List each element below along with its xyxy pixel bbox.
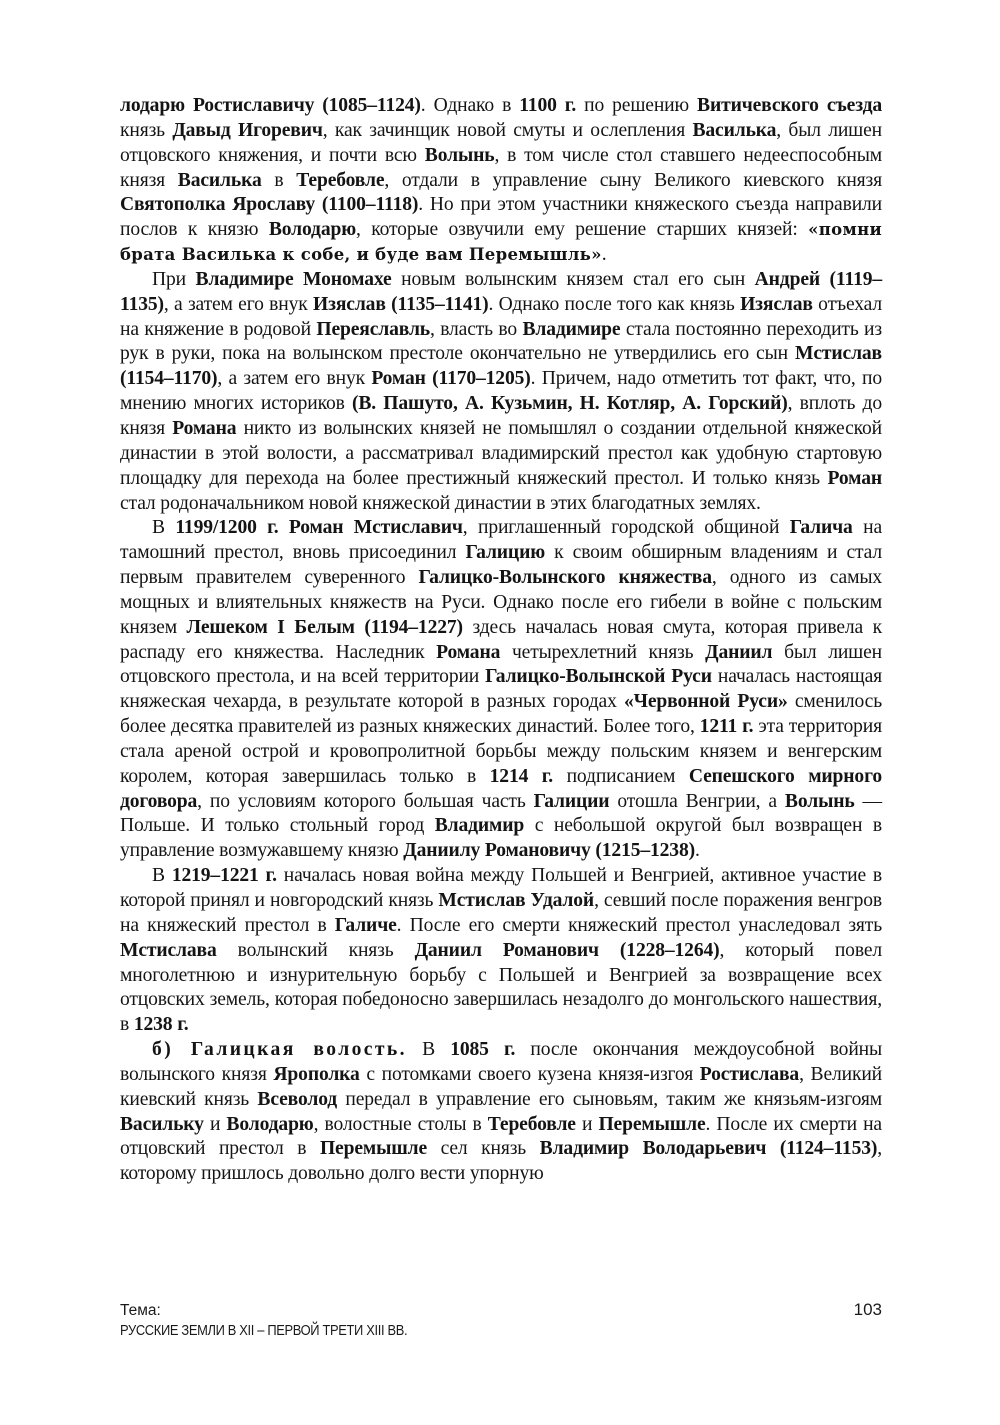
text-run: , волостные столы в: [313, 1113, 488, 1135]
paragraph-4: [120, 864, 882, 1038]
bold-term: 1238 г.: [133, 1014, 189, 1036]
bold-term: Володарю: [226, 1113, 314, 1135]
page-number: 103: [853, 1300, 882, 1319]
bold-term: Володарю: [268, 219, 357, 241]
text-run: , севший после поражения венгров на княжеский престол в: [120, 890, 883, 936]
text-run: , вплоть до князя: [120, 393, 882, 439]
text-run: , был лишен отцовского княжения, и почти всю: [120, 119, 882, 166]
text-run: с небольшой округой был возвращен в управление возмужавшему князю: [120, 815, 882, 862]
bold-term: Перемышле: [319, 1138, 427, 1160]
bold-term: Даниил Романович (1228–1264): [414, 939, 720, 961]
text-run: .: [601, 244, 607, 266]
bold-term: Даниилу Романовичу (1215–1238): [403, 840, 695, 862]
bold-term: Изяслав (1135–1141): [313, 293, 489, 315]
text-run: на тамошний престол, вновь присоединил: [120, 517, 883, 564]
text-run: . Причем, надо отметить тот факт, что, по мнению многих историков: [120, 368, 882, 415]
text-run: здесь началась новая смута, которая привела к распаду его княжества. Наследник: [120, 616, 882, 663]
text-run: . После его смерти княжеский престол унаследовал зять: [396, 914, 882, 936]
text-run: . Однако в: [420, 95, 520, 116]
text-run: передал в управление его сыновьям, таким же князьям-изгоям: [337, 1088, 882, 1110]
bold-term: Роман: [827, 467, 882, 489]
text-run: отъехал на княжение в родовой: [120, 293, 882, 340]
bold-term: Галицию: [465, 542, 546, 564]
bold-term: Владимире Мономахе: [195, 268, 392, 290]
text-run: новым волынским князем стал его сын: [391, 268, 755, 290]
bold-term: Давыд Игоревич: [172, 119, 323, 141]
text-run: . Но при этом участники княжеского съезда направили послов к князю: [120, 194, 882, 241]
text-run: и: [203, 1113, 227, 1135]
paragraph-3: [120, 516, 882, 864]
text-run: , который повел многолетнюю и изнурительную борьбу с Польшей и Венгрией за возвращение всех отцовских земель, которая победоносно завершилась незадолго до монгольского нашествия, в: [120, 939, 882, 1036]
bold-term: Ростислава: [699, 1063, 800, 1085]
bold-term: 1214 г.: [489, 765, 554, 787]
text-run: стала постоянно переходить из рук в руки, пока на волынском престоле окончательно не утвердились его сын: [120, 318, 882, 365]
bold-term: 1100 г.: [519, 95, 577, 116]
bold-term: Теребовле: [296, 169, 385, 191]
text-run: В: [152, 517, 176, 539]
text-run: , как зачинщик новой смуты и ослепления: [322, 119, 693, 141]
text-run: стал родоначальником новой княжеской династии в этих благодатных землях.: [120, 492, 761, 514]
bold-term: Теребовле: [487, 1113, 576, 1135]
text-run: , приглашенный городской общиной: [462, 517, 790, 539]
text-run: по решению: [576, 95, 698, 116]
bold-term: (В. Пашуто, А. Кузьмин, Н. Котляр, А. Горский): [352, 393, 788, 415]
text-run: , по условиям которого большая часть: [197, 790, 534, 812]
bold-term: Волынь: [784, 790, 855, 812]
bold-term: Роман (1170–1205): [371, 368, 531, 390]
text-run: четырехлетний князь: [500, 641, 706, 663]
quotation: «помни брата Василька к собе, и буде вам Перемышль»: [120, 220, 882, 265]
bold-term: Святополка Ярославу (1100–1118): [120, 194, 419, 216]
bold-term: Василька: [692, 119, 777, 141]
bold-term: Лешеком I Белым (1194–1227): [186, 616, 463, 638]
text-run: . После их смерти на отцовский престол в: [120, 1113, 882, 1160]
text-run: после окончания междоусобной войны волынского князя: [120, 1039, 883, 1085]
bold-term: «Червонной Руси»: [623, 691, 788, 713]
bold-term: Перемышле: [598, 1113, 706, 1135]
bold-term: Галиции: [533, 790, 610, 812]
text-run: никто из волынских князей не помышлял о создании отдельной княжеской династии в этой волости, а рассматривал владимирский престол как удобную стартовую площадку для перехода на более престижный княжеский престол. И только князь: [120, 417, 882, 489]
text-run: , которые озвучили ему решение старших князей:: [356, 219, 809, 241]
text-run: отошла Венгрии, а: [609, 790, 785, 812]
text-run: , а затем его внук: [163, 293, 314, 315]
bold-term: Владимир Володарьевич (1124–1153): [539, 1138, 878, 1160]
bold-term: Мстислав (1154–1170): [120, 343, 882, 390]
bold-term: Даниил: [705, 641, 773, 663]
bold-term: Романа: [172, 417, 237, 439]
bold-term: Ярополка: [273, 1063, 360, 1085]
text-run: к своим обширным владениям и стал первым правителем суверенного: [120, 542, 882, 589]
bold-term: Василька: [177, 169, 262, 191]
footer-topic-label: Тема:: [120, 1302, 161, 1319]
text-run: в: [261, 169, 297, 191]
paragraph-5: [120, 1038, 882, 1187]
paragraph-2: [120, 268, 882, 516]
text-run: волынский князь: [216, 939, 415, 961]
text-run: При: [152, 268, 196, 290]
text-run: эта территория стала ареной острой и кровопролитной борьбы между польским князем и венгерским королем, которая завершилась только в: [120, 716, 882, 787]
main-text: [120, 94, 882, 1187]
text-run: сменилось более десятка правителей из разных княжеских династий. Более того,: [120, 691, 882, 738]
text-run: с потомками своего кузена князя-изгоя: [359, 1063, 700, 1085]
bold-term: Владимире: [522, 318, 621, 340]
bold-term: 1085 г.: [450, 1039, 516, 1061]
bold-term: Васильку: [120, 1113, 204, 1135]
text-run: был лишен отцовского престола, и на всей территории: [120, 641, 882, 688]
bold-term: Галича: [789, 517, 853, 539]
text-run: , а затем его внук: [217, 368, 372, 390]
bold-term: Андрей (1119–1135): [120, 268, 883, 315]
bold-term: Галиче: [334, 914, 397, 936]
bold-term: Мстислава: [120, 939, 217, 961]
bold-term: Витичевского съезда: [697, 95, 882, 116]
text-run: . Однако после того как князь: [488, 293, 741, 315]
bold-term: Владимир: [434, 815, 525, 837]
bold-term: Волынь: [424, 144, 495, 166]
footer-topic-title: РУССКИЕ ЗЕМЛИ В XII – ПЕРВОЙ ТРЕТИ XIII ВВ.: [120, 1322, 408, 1339]
bold-term: Всеволод: [257, 1088, 338, 1110]
bold-term: Романа: [436, 641, 501, 663]
page-footer: [120, 1301, 882, 1340]
bold-term: Галицко-Волынского княжества: [418, 567, 712, 589]
text-run: В: [152, 865, 172, 887]
text-run: князь: [120, 119, 173, 141]
paragraph-1: [120, 94, 882, 268]
bold-term: Мстислав Удалой: [438, 890, 595, 911]
text-run: , одного из самых мощных и влиятельных княжеств на Руси. Однако после его гибели в войне с польским князем: [120, 567, 882, 638]
text-run: , Великий киевский князь: [120, 1063, 883, 1110]
bold-term: лодарю Ростиславичу (1085–1124): [120, 95, 421, 116]
text-run: подписанием: [553, 765, 689, 787]
bold-term: Изяслав: [740, 293, 813, 315]
text-run: началась настоящая княжеская чехарда, в результате которой в разных городах: [120, 666, 882, 713]
bold-term: 1219–1221 г.: [171, 865, 277, 887]
bold-term: 1199/1200 г. Роман Мстиславич: [175, 517, 463, 539]
text-run: — Польше. И только стольный город: [120, 790, 882, 837]
bold-term: 1211 г.: [699, 716, 754, 738]
text-run: сел князь: [427, 1138, 540, 1160]
text-run: В: [406, 1039, 451, 1061]
text-run: , которому пришлось довольно долго вести упорную: [120, 1138, 882, 1185]
text-run: .: [694, 840, 700, 862]
bold-term: Переяславль: [316, 318, 431, 340]
text-run: началась новая война между Польшей и Венгрией, активное участие в которой принял и новгородский князь: [120, 865, 882, 911]
text-run: , в том числе стол ставшего недееспособным князя: [120, 144, 883, 191]
text-run: и: [575, 1113, 599, 1135]
text-run: , власть во: [430, 318, 523, 340]
bold-term: Сепешского мирного договора: [120, 765, 882, 812]
section-heading: б) Галицкая волость.: [152, 1039, 407, 1061]
text-run: , отдали в управление сыну Великого киевского князя: [384, 169, 882, 191]
bold-term: Галицко-Волынской Руси: [485, 666, 712, 688]
